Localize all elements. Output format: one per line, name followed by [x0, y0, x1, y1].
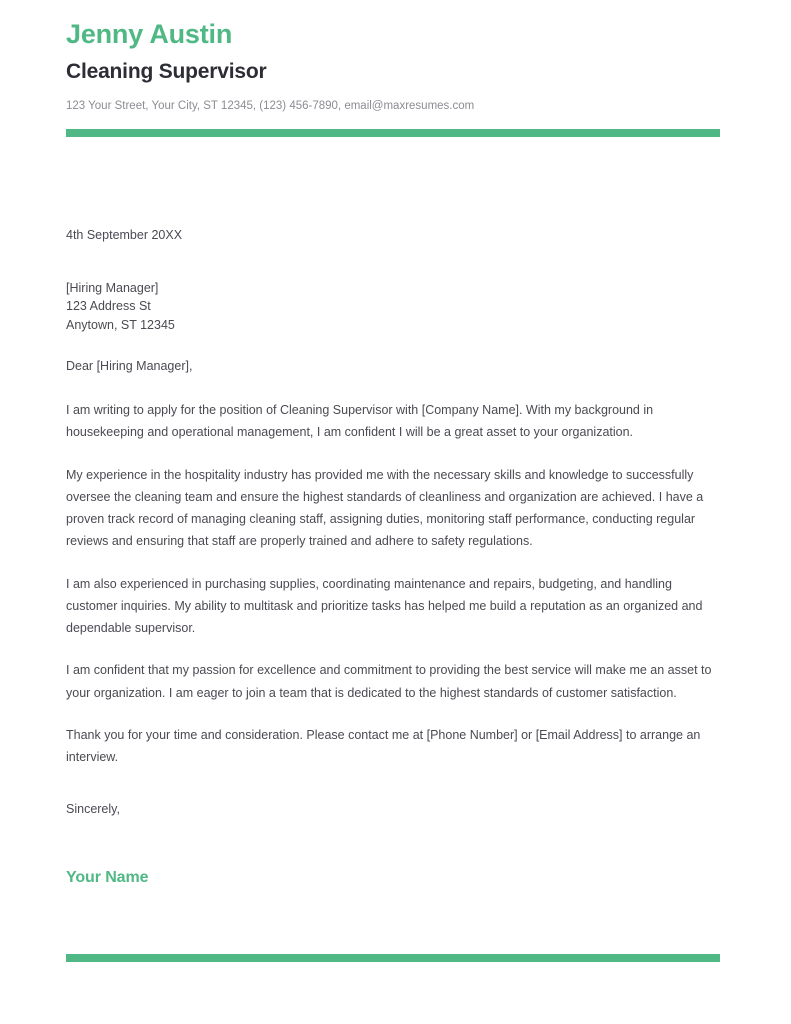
signature-name: Your Name	[66, 869, 149, 886]
recipient-address-block	[66, 279, 714, 335]
salutation: Dear [Hiring Manager],	[66, 359, 193, 374]
contact-line: 123 Your Street, Your City, ST 12345, (123) 456-7890, email@maxresumes.com	[66, 99, 475, 112]
body-paragraph: I am confident that my passion for excellence and commitment to providing the best service will make me an asset to your organization. I am eager to join a team that is dedicated to the highest standards of customer satisfaction.	[66, 663, 712, 700]
body-paragraph: My experience in the hospitality industry has provided me with the necessary skills and knowledge to successfully oversee the cleaning team and ensure the highest standards of cleanliness and organization are achieved. I have a proven track record of managing cleaning staff, assigning duties, monitoring staff performance, conducting regular reviews and ensuring that staff are properly trained and adhere to safety regulations.	[66, 467, 704, 549]
header-divider-bar	[66, 129, 720, 137]
body-paragraph: I am writing to apply for the position of Cleaning Supervisor with [Company Name]. With my background in housekeeping and operational management, I am confident I will be a great asset to your organization.	[66, 403, 654, 440]
letter-body	[66, 226, 714, 768]
body-paragraph: I am also experienced in purchasing supplies, coordinating maintenance and repairs, budgeting, and handling customer inquiries. My ability to multitask and prioritize tasks has helped me build a reputation as an organized and dependable supervisor.	[66, 576, 703, 635]
letter-date: 4th September 20XX	[66, 228, 183, 242]
candidate-name: Jenny Austin	[66, 19, 233, 49]
closing-salutation: Sincerely,	[66, 802, 120, 816]
recipient-line: Anytown, ST 12345	[66, 317, 175, 332]
recipient-line: [Hiring Manager]	[66, 280, 159, 295]
footer-divider-bar	[66, 954, 720, 962]
job-title: Cleaning Supervisor	[66, 60, 267, 84]
letter-header	[66, 18, 720, 114]
body-paragraph: Thank you for your time and consideration. Please contact me at [Phone Number] or [Email Address] to arrange an interview.	[66, 727, 701, 764]
recipient-line: 123 Address St	[66, 299, 151, 314]
